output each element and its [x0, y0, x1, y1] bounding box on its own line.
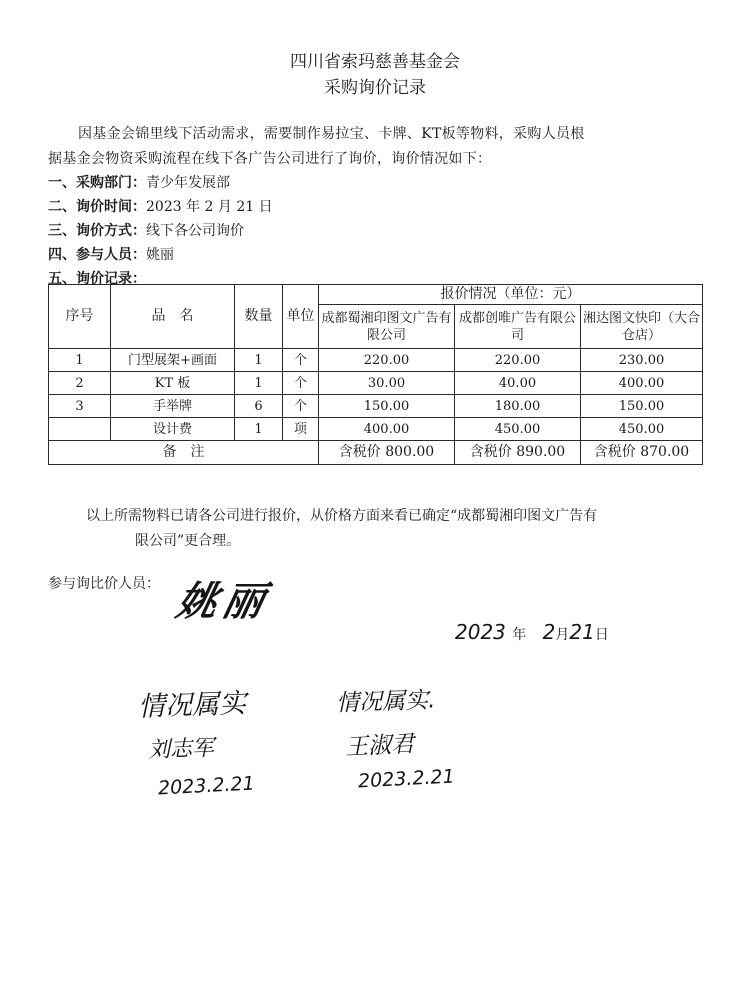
right-verify-date: 2023.2.21 — [357, 765, 456, 793]
cell-no — [49, 418, 111, 441]
table-row — [49, 418, 703, 441]
intro-line-2: 据基金会物资采购流程在线下各广告公司进行了询价，询价情况如下： — [48, 151, 492, 167]
date-year: 2023 — [455, 620, 506, 644]
item-method — [48, 220, 244, 240]
cell-unit: 个 — [283, 395, 319, 418]
item-value: 青少年发展部 — [146, 175, 230, 191]
total-vendor-2: 含税价 890.00 — [455, 441, 581, 465]
cell-unit: 项 — [283, 418, 319, 441]
total-vendor-1: 含税价 800.00 — [319, 441, 455, 465]
item-label: 三、询价方式： — [48, 223, 146, 239]
cell-price-3: 230.00 — [581, 349, 703, 372]
header-vendor-2: 成都创唯广告有限公司 — [455, 305, 581, 349]
intro-line-1: 因基金会锦里线下活动需求，需要制作易拉宝、卡牌、KT板等物料，采购人员根 — [78, 126, 585, 142]
item-participants — [48, 244, 174, 264]
item-department — [48, 172, 230, 192]
cell-unit: 个 — [283, 372, 319, 395]
document-title: 四川省索玛慈善基金会 — [290, 52, 460, 72]
table-row — [49, 372, 703, 395]
cell-price-2: 180.00 — [455, 395, 581, 418]
item-value: 2023 年 2 月 21 日 — [146, 199, 273, 215]
cell-price-1: 150.00 — [319, 395, 455, 418]
left-verify-name: 刘志军 — [147, 735, 215, 764]
item-label: 五、询价记录： — [48, 271, 146, 287]
date-month: 2 — [542, 620, 556, 644]
table-row — [49, 349, 703, 372]
header-price-group: 报价情况（单位：元） — [319, 285, 703, 305]
header-vendor-1: 成都蜀湘印图文广告有限公司 — [319, 305, 455, 349]
item-value: 姚丽 — [146, 247, 174, 263]
cell-name: 门型展架+画面 — [111, 349, 235, 372]
document-subtitle: 采购询价记录 — [324, 78, 426, 98]
header-unit: 单位 — [283, 285, 319, 349]
item-label: 四、参与人员： — [48, 247, 146, 263]
table-row — [49, 395, 703, 418]
handwritten-signature: 姚丽 — [172, 579, 275, 625]
cell-no: 2 — [49, 372, 111, 395]
cell-price-2: 450.00 — [455, 418, 581, 441]
cell-no: 1 — [49, 349, 111, 372]
cell-qty: 1 — [235, 372, 283, 395]
cell-no: 3 — [49, 395, 111, 418]
conclusion-line-1: 以上所需物料已请各公司进行报价，从价格方面来看已确定“成都蜀湘印图文广告有 — [86, 508, 598, 524]
cell-name: KT 板 — [111, 372, 235, 395]
item-value: 线下各公司询价 — [146, 223, 244, 239]
cell-price-3: 400.00 — [581, 372, 703, 395]
cell-price-1: 220.00 — [319, 349, 455, 372]
handwritten-date — [455, 620, 609, 644]
cell-unit: 个 — [283, 349, 319, 372]
total-vendor-3: 含税价 870.00 — [581, 441, 703, 465]
conclusion-line-2: 限公司”更合理。 — [135, 533, 241, 549]
quote-table — [48, 284, 703, 465]
item-label: 二、询价时间： — [48, 199, 146, 215]
note-label: 备 注 — [49, 441, 319, 465]
header-no: 序号 — [49, 285, 111, 349]
date-day-char: 日 — [594, 627, 609, 643]
table-total-row — [49, 441, 703, 465]
item-date — [48, 196, 273, 216]
date-day: 21 — [569, 620, 595, 644]
header-vendor-3: 湘达图文快印（大合仓店） — [581, 305, 703, 349]
cell-qty: 1 — [235, 349, 283, 372]
header-qty: 数量 — [235, 285, 283, 349]
participant-label: 参与询比价人员： — [48, 576, 160, 592]
cell-price-3: 150.00 — [581, 395, 703, 418]
cell-price-1: 30.00 — [319, 372, 455, 395]
cell-qty: 1 — [235, 418, 283, 441]
right-verify-name: 王淑君 — [344, 731, 415, 761]
cell-price-1: 400.00 — [319, 418, 455, 441]
right-verify-note: 情况属实. — [335, 687, 436, 717]
left-verify-note: 情况属实 — [137, 688, 247, 723]
left-verify-date: 2023.2.21 — [157, 772, 256, 800]
cell-name: 手举牌 — [111, 395, 235, 418]
cell-price-2: 40.00 — [455, 372, 581, 395]
cell-price-2: 220.00 — [455, 349, 581, 372]
item-label: 一、采购部门： — [48, 175, 146, 191]
cell-price-3: 450.00 — [581, 418, 703, 441]
cell-name: 设计费 — [111, 418, 235, 441]
cell-qty: 6 — [235, 395, 283, 418]
header-name: 品 名 — [111, 285, 235, 349]
date-month-char: 月 — [555, 627, 570, 643]
date-year-char: 年 — [512, 627, 527, 643]
